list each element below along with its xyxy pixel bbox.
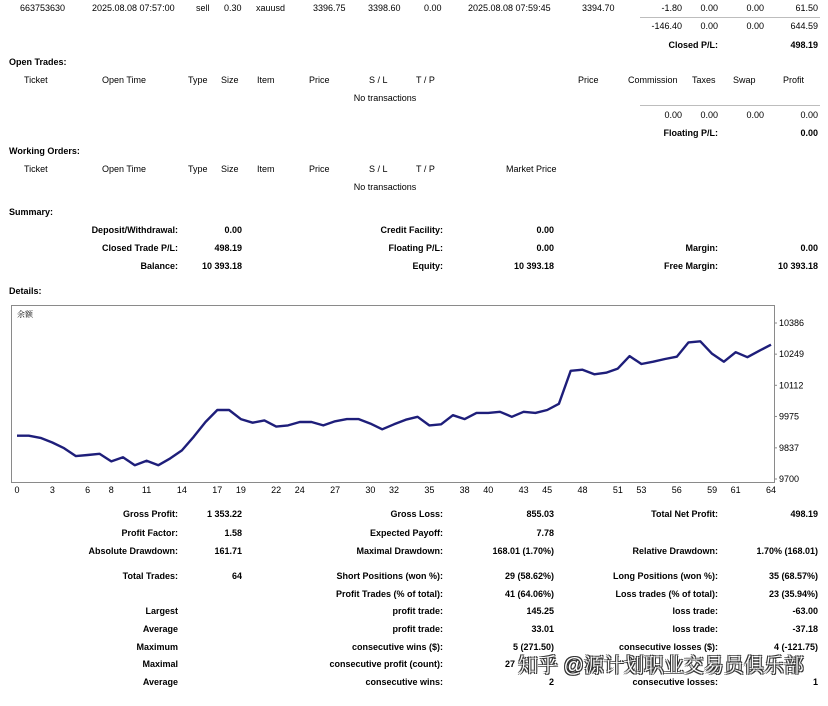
profit-factor-label: Profit Factor: <box>121 528 178 538</box>
gross-loss-label: Gross Loss: <box>390 509 443 519</box>
absolute-drawdown-value: 161.71 <box>214 546 242 556</box>
deposit-value: 0.00 <box>224 225 242 235</box>
closed-total-swap: 0.00 <box>746 21 764 31</box>
details-title: Details: <box>9 286 42 296</box>
ot-header-ticket: Ticket <box>24 75 48 85</box>
y-tick-label: 10386 <box>779 318 805 328</box>
working-orders-title: Working Orders: <box>9 146 80 156</box>
y-tick-label: 9837 <box>779 442 800 453</box>
max-consecutive-losses-value: 4 (-121.75) <box>773 642 818 652</box>
x-tick-label: 19 <box>235 485 246 495</box>
closed-trade-pl-label: Closed Trade P/L: <box>101 243 178 253</box>
loss-trades-label: Loss trades (% of total): <box>615 589 718 599</box>
wo-header-sl: S / L <box>369 164 388 174</box>
closed-size: 0.30 <box>224 3 242 13</box>
x-tick-label: 32 <box>388 485 400 495</box>
x-tick-label: 53 <box>636 485 647 495</box>
x-tick-label: 48 <box>577 485 588 495</box>
long-positions-value: 35 (68.57%) <box>768 571 818 581</box>
ot-header-type: Type <box>188 75 208 85</box>
floating-pl-label: Floating P/L: <box>388 243 443 253</box>
x-tick-label: 35 <box>424 485 435 495</box>
ot-total-profit: 0.00 <box>800 110 818 120</box>
ot-header-tp: T / P <box>416 75 435 85</box>
closed-swap: 0.00 <box>746 3 764 13</box>
maximal-consecutive-profit-value: 27 <box>505 659 516 669</box>
credit-value: 0.00 <box>536 225 554 235</box>
x-tick-label: 3 <box>49 485 55 495</box>
x-tick-label: 61 <box>730 485 741 495</box>
average-consecutive-losses-label: consecutive losses: <box>632 677 718 687</box>
ot-header-swap: Swap <box>733 75 756 85</box>
x-tick-label: 24 <box>294 485 305 495</box>
wo-header-size: Size <box>221 164 239 174</box>
equity-value: 10 393.18 <box>513 261 554 271</box>
max-consecutive-wins-label: consecutive wins ($): <box>351 642 443 652</box>
wo-header-price: Price <box>309 164 330 174</box>
wo-header-tp: T / P <box>416 164 435 174</box>
x-tick-label: 43 <box>518 485 529 495</box>
long-positions-label: Long Positions (won %): <box>613 571 718 581</box>
expected-payoff-label: Expected Payoff: <box>369 528 443 538</box>
balance-chart <box>11 305 775 483</box>
short-positions-label: Short Positions (won %): <box>336 571 443 581</box>
gross-profit-value: 1 353.22 <box>206 509 242 519</box>
maximal-label: Maximal <box>142 659 178 669</box>
total-net-profit-value: 498.19 <box>790 509 818 519</box>
y-tick-label: 10112 <box>779 380 804 391</box>
closed-total-taxes: 0.00 <box>700 21 718 31</box>
y-tick-label: 10249 <box>779 349 805 360</box>
average-consecutive-wins-label: consecutive wins: <box>365 677 443 687</box>
summary-title: Summary: <box>9 207 54 217</box>
closed-sl: 3398.60 <box>368 3 401 13</box>
deposit-label: Deposit/Withdrawal: <box>91 225 178 235</box>
total-trades-label: Total Trades: <box>122 571 178 581</box>
watermark-text: 知乎 @源计划职业交易员俱乐部 <box>518 655 804 677</box>
ot-header-item: Item <box>257 75 275 85</box>
max-consecutive-wins-value: 5 (271.50) <box>512 642 554 652</box>
closed-total-commission: -146.40 <box>651 21 682 31</box>
ot-header-sl: S / L <box>369 75 388 85</box>
floating-pl-value: 0.00 <box>536 243 554 253</box>
closed-total-profit: 644.59 <box>790 21 818 31</box>
closed-type: sell <box>196 3 210 13</box>
ot-floating-value: 0.00 <box>800 128 818 138</box>
maximal-consecutive-profit-label: consecutive profit (count): <box>329 659 443 669</box>
total-trades-value: 64 <box>231 571 242 581</box>
x-tick-label: 38 <box>459 485 470 495</box>
closed-pl-value: 498.19 <box>790 40 818 50</box>
largest-label: Largest <box>145 606 178 616</box>
loss-trades-value: 23 (35.94%) <box>768 589 818 599</box>
x-tick-label: 6 <box>85 485 91 495</box>
closed-item: xauusd <box>256 3 286 13</box>
x-tick-label: 22 <box>271 485 282 495</box>
x-tick-label: 56 <box>671 485 682 495</box>
closed-price: 3396.75 <box>313 3 346 13</box>
absolute-drawdown-label: Absolute Drawdown: <box>88 546 178 556</box>
average-profit-value: 33.01 <box>531 624 554 634</box>
x-tick-label: 45 <box>542 485 553 495</box>
x-tick-label: 8 <box>108 485 114 495</box>
wo-header-type: Type <box>188 164 208 174</box>
equity-label: Equity: <box>412 261 443 271</box>
ot-empty-message: No transactions <box>353 93 417 103</box>
closed-taxes: 0.00 <box>700 3 718 13</box>
x-tick-label: 30 <box>365 485 376 495</box>
max-consecutive-losses-label: consecutive losses ($): <box>618 642 718 652</box>
credit-label: Credit Facility: <box>380 225 443 235</box>
balance-value: 10 393.18 <box>201 261 242 271</box>
average-loss-label: loss trade: <box>672 624 718 634</box>
wo-header-item: Item <box>257 164 275 174</box>
total-net-profit-label: Total Net Profit: <box>651 509 718 519</box>
average-loss-value: -37.18 <box>792 624 818 634</box>
balance-label: Balance: <box>140 261 178 271</box>
ot-total-taxes: 0.00 <box>700 110 718 120</box>
closed-commission: -1.80 <box>661 3 682 13</box>
margin-label: Margin: <box>685 243 718 253</box>
wo-header-open-time: Open Time <box>102 164 147 174</box>
expected-payoff-value: 7.78 <box>536 528 554 538</box>
ot-header-size: Size <box>221 75 239 85</box>
closed-close-time: 2025.08.08 07:59:45 <box>468 3 551 13</box>
average-consecutive-wins-value: 2 <box>548 677 554 687</box>
largest-loss-value: -63.00 <box>792 606 818 616</box>
largest-profit-value: 145.25 <box>526 606 554 616</box>
maximum-label: Maximum <box>136 642 178 652</box>
x-tick-label: 51 <box>612 485 623 495</box>
wo-header-market-price: Market Price <box>506 164 557 174</box>
balance-series-line <box>17 341 771 465</box>
x-tick-label: 64 <box>765 485 777 495</box>
wo-header-ticket: Ticket <box>24 164 48 174</box>
x-tick-label: 59 <box>707 485 718 495</box>
ot-total-swap: 0.00 <box>746 110 764 120</box>
y-tick-label: 9975 <box>779 411 800 422</box>
closed-tp: 0.00 <box>424 3 442 13</box>
average-profit-label: profit trade: <box>392 624 443 634</box>
largest-profit-label: profit trade: <box>392 606 443 616</box>
average-consecutive-losses-value: 1 <box>812 677 818 687</box>
chart-legend-label: 余额 <box>17 310 33 319</box>
ot-total-commission: 0.00 <box>664 110 682 120</box>
ot-header-commission: Commission <box>628 75 678 85</box>
closed-trade-pl-value: 498.19 <box>214 243 242 253</box>
free-margin-label: Free Margin: <box>663 261 718 271</box>
ot-floating-label: Floating P/L: <box>663 128 718 138</box>
x-tick-label: 27 <box>330 485 341 495</box>
closed-pl-label: Closed P/L: <box>668 40 718 50</box>
ot-header-price: Price <box>309 75 330 85</box>
ot-header-taxes: Taxes <box>692 75 716 85</box>
gross-loss-value: 855.03 <box>526 509 554 519</box>
ot-header-price2: Price <box>578 75 599 85</box>
closed-close-price: 3394.70 <box>582 3 615 13</box>
gross-profit-label: Gross Profit: <box>122 509 178 519</box>
x-tick-label: 40 <box>483 485 494 495</box>
ot-header-profit: Profit <box>783 75 805 85</box>
relative-drawdown-label: Relative Drawdown: <box>632 546 718 556</box>
x-tick-label: 11 <box>141 485 152 495</box>
profit-trades-label: Profit Trades (% of total): <box>335 589 443 599</box>
short-positions-value: 29 (58.62%) <box>504 571 554 581</box>
largest-loss-label: loss trade: <box>672 606 718 616</box>
maximal-drawdown-value: 168.01 (1.70%) <box>492 546 554 556</box>
ot-header-open-time: Open Time <box>102 75 147 85</box>
y-tick-label: 9700 <box>779 474 800 484</box>
average-label: Average <box>142 624 178 634</box>
wo-empty-message: No transactions <box>353 182 417 192</box>
x-axis <box>0 482 790 498</box>
closed-profit: 61.50 <box>795 3 818 13</box>
y-axis <box>774 300 828 490</box>
profit-trades-value: 41 (64.06%) <box>504 589 554 599</box>
x-tick-label: 17 <box>212 485 223 495</box>
maximal-drawdown-label: Maximal Drawdown: <box>356 546 443 556</box>
free-margin-value: 10 393.18 <box>777 261 818 271</box>
x-tick-label: 14 <box>176 485 187 495</box>
margin-value: 0.00 <box>800 243 818 253</box>
open-trades-title: Open Trades: <box>9 57 67 67</box>
relative-drawdown-value: 1.70% (168.01) <box>756 546 818 556</box>
closed-ticket: 663753630 <box>20 3 66 13</box>
x-tick-label: 0 <box>14 485 20 495</box>
average-consecutive-label: Average <box>142 677 178 687</box>
profit-factor-value: 1.58 <box>224 528 242 538</box>
closed-open-time: 2025.08.08 07:57:00 <box>92 3 175 13</box>
balance-chart-svg <box>12 306 774 482</box>
